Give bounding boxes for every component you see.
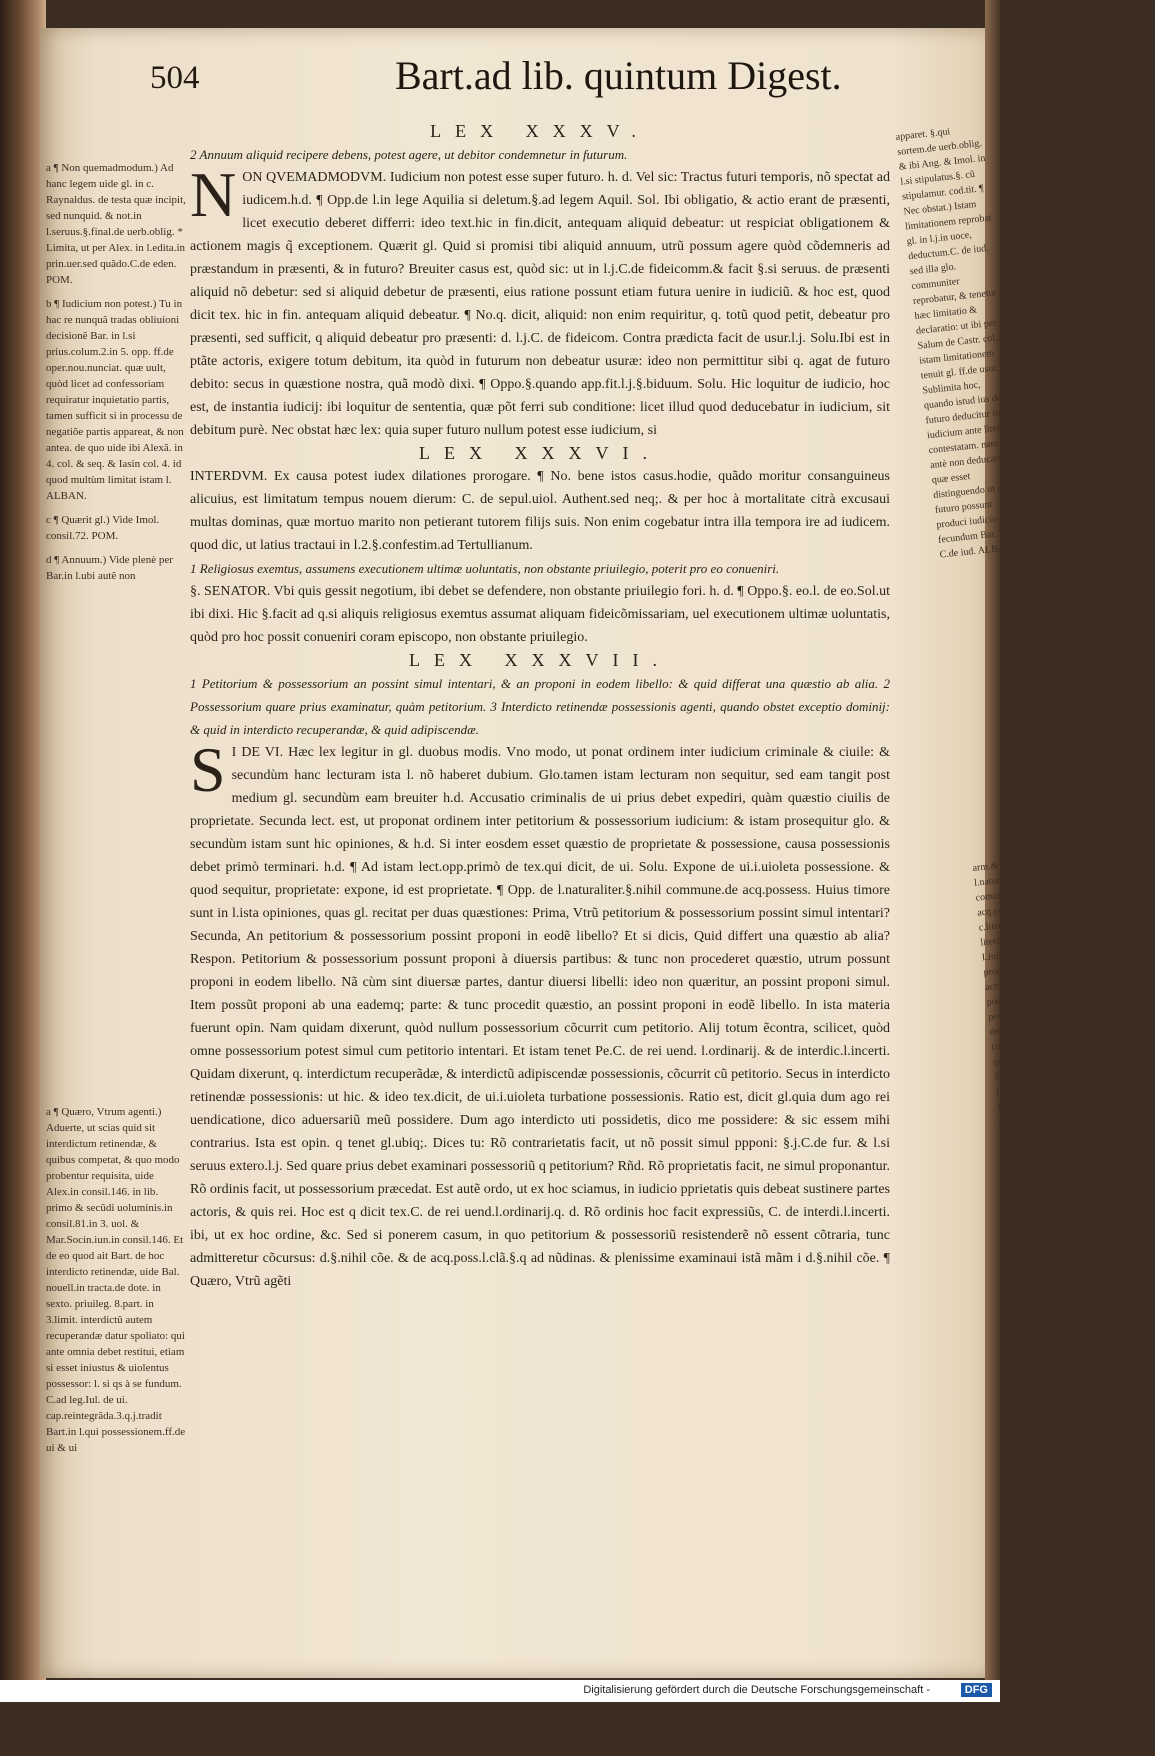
margin-note: apparet. §.qui sortem.de uerb.oblig. & ibi Ang. & Imol. in l.si stipulatus.§. cũ stipulamur. cod.tit. ¶ Nec obstat.) Istam limitationem reprobat gl. in l.j.in uoce, deductum.C. de iud. sed illa glo. communiter reprobatur, & tenetur hæc limitatio & declaratio: ut ibi per Salum de Castr. col.3. istam limitationem tenuit gl. ff.de usur. Sublimita hoc, quando istud ius de futuro deducitur in iudicium ante litem contestatam. nam si antè non deducatur, quæ esset distinguendo ut pro futuro possunt produci iudicio fecundum Bar. in d.l.j. C.de iud. ALBAN. [895,126,1028,561]
lex-35-text [190,159,890,442]
left-margin-notes [46,160,186,1464]
lex-36-heading: LEX XXXVI. [419,443,661,463]
page-number: 504 [150,60,200,96]
margin-note: a ¶ Quæro, Vtrum agenti.) Aduerte, ut scias quid sit interdictum retinendæ, & quibus competat, & quo modo probentur requisita, uide Alex.in consil.146. in lib. primo & secũdi uoluminis.in consil.81.in 3. uol. & Mar.Socin.iun.in consil.146. Et de eo quod ait Bart. de hoc interdicto retinendæ, uide Bal. nouell.in tracta.de dote. in sexto. priuileg. 8.part. in 3.limit. interdictũ autem recuperandæ datur spoliato: qui ante omnia debet restitui, etiam si esset iniustus & uiolentus possessor: l. si qs à se fundum. C.ad leg.Iul. de ui. cap.reintegrãda.3.q.j.tradit Bart.in l.qui possessionem.ff.de ui & ui [46,1106,186,1454]
running-title: Bart.ad lib. quintum Digest. [395,53,842,98]
lex-37-body: I DE VI. Hæc lex legitur in gl. duobus modis. Vno modo, ut ponat ordinem inter iudicium criminale & ciuile: & secundùm hanc lecturam ista l. nõ haberet dubium. Glo.tamen istam lecturam non sequitur, sed eam tangit post medium gl. secundùm eam breuiter h.d. Accusatio criminalis de ui prius debet expediri, quàm quæstio ciuilis de proprietate. Secunda lect. est, ut proponat ordinem inter petitorium & possessorium iudicium: & istam prosequitur glo. & secundùm istam sunt hic opiniones, & h.d. Si inter eosdem esset quæstio de proprietate & possessione, causa possessionis debet primò terminari. h.d. ¶ Ad istam lect.opp.primò de tex.qui dicit, de ui. Solu. Expone de ui.i.uioleta possessione. & quod sequitur, proprietate: expone, id est proprietate. ¶ Opp. de l.naturaliter.§.nihil commune.de acq.possess. Huius timore sunt in l.ista opiniones, quas gl. recitat per duas quæstiones: Prima, Vtrũ petitorium & possessorium possint simul intentari? Secunda, An petitorium & possessorium possint proponi in eodẽ libello? Et si dicis, Quid differt una quæstio ab alia? Respon. Petitorium & possessorium possunt proponi à diuersis partibus: & tunc non procederet quæstio, utrum possunt proponi in eodem libello. Nã cùm sint diuersæ partes, dantur diuersi libelli: ideo non quæritur, an possint proponi simul. Item possũt proponi ab una eademq; parte: & tunc procedit quæstio, an possint proponi in eodẽ libello. In ista materia fuerunt opin. Nam quidam dixerunt, quòd nullum possessorium cõcurrit cum petitorio. Alij totum ẽcontra, scilicet, quòd omne possessorium potest simul cum petitorio intentari. Et istam tenet Pe.C. de rei uend. l.ordinarij. & de interdic.l.incerti. Quidam dixerunt, q. interdictum recuperãdæ, & interdictũ adipiscendæ possessionis, cõcurrit cũ petitorio. Secus in interdicto retinendæ possessionis: ut hic. & ideo tex.dicit, de ui.i.uioleta turbatione possessionis. Ratio est, dicit gl.quia dum ago rei uendicatione, dico aduersariũ meũ possidere. Dum ago interdicto uti possidetis, dico me possidere: & sic essem mihi contrarius. Ista est opin. q tenet gl.ubiq;. Dices tu: Rõ contrarietatis facit, ut nõ possit simul ppponi: §.j.C.de fur. & l.si seruus extero.l.j. Sed quare prius debet examinari possessoriũ q petitorium? Rñd. Rõ proprietatis facit, ne simul proponantur. Rõ ordinis facit, ut possessorium præcedat. Est autẽ ordo, ut ex hoc sciamus, in iudicio pprietatis quis debeat sustinere partes actoris, & quis rei. Hoc est q dicit tex.C. de rei uend.l.ordinarij.q. d. Rõ ordinis hoc facit expressiũs, C. de interdi.l.incerti. ibi, ut ex hoc ordine, &c. Sed si ponerem casum, in quo petitorium & possessoriũ resistenderẽ nõ essent cõtraria, tunc admitteretur cõcursus: d.§.nihil cõe. & de acq.poss.l.clã.§.q ad nũdinas. & plenissime examinaui istã mãm i d.§.nihil cõe. ¶ Quæro, Vtrũ agẽti [190,745,890,1289]
margin-note: c ¶ Quærit gl.) Vide Imol. consil.72. POM. [46,514,160,542]
margin-note: arm.& Dd.in l.naturaliter. §.nihil commune. ff. de acq.poss. & in c.literas. & in c.in literis.de restit.spol. Limita autem procedere, quando actoris agendi possessorio sit petitorio notorij defectu interdicti cuperandæ obstat sibi quam: c. ad decimas. ibi Io.Monac. & Ioã.And.de restit.spol. tradit Soc. in cons.87.col.pen. & fin. in 3.uol. & Fel.in c.j.col.5. terit. de actor. & in c.ad petitionem. eo.tit. quam uide omnino. Item limita, ut nõ procedat, quando restitutio fieri nõ posset sine irrecuperabili præiudicio: nam tunc si probatio dominij esset in promptu, de ipso domino cognoscendum est, & restitutio impeditur, & restitutio ponitur in socii difficultatem, quoniam propter difficultatem recuperandi, non debet fieri restitutio ab eo q. fuit spoliatus. et exemplum uide per Bar. de Cast. in l.j. C. de ediction. Adria. tollen. quem ibi Aegidius. Iaf. & Rimi. nal. qui multa adducit, cit lare de hac re habetur in cons.12. col.13. uersic.sed lia Albert.Brun. Rursus si sequi posse, si ui, scandali fa exceptione dissi possideat, secundum quod de dominio cognoscendi est, & omisso iudicio recuperandæ: ut not.dixit Anto. de Butr. [972,857,1146,1755]
digitization-footer [0,1680,1000,1702]
margin-note: a ¶ Non quemadmodum.) Ad hanc legem uide gl. in c. Raynaldus. de testa quæ incipit, sed nunquid. & not.in l.seruus.§.final.de uerb.oblig. * Limita, ut per Alex. in l.edita.in prin.uer.sed quãdo.C.de eden. POM. [46,162,186,286]
senator-paragraph: §. SENATOR. Vbi quis gessit negotium, ibi debet se defendere, non obstante priuilegio fori. h. d. ¶ Oppo.§. eo.l. de eo.Sol.ut ibi dixi. Hic §.facit ad q.si aliquis religiosus exemtus assumat aliquam fideicõmissariam, uel executionem ultimæ uoluntatis, quòd pro hoc possit conueniri coram episcopo, non obstante priuilegio. [190,584,890,645]
margin-note: d ¶ Annuum.) Vide plenè per Bar.in l.ubi autẽ non [46,554,173,582]
main-text-column [190,120,890,1293]
dfg-logo: DFG [961,1683,992,1697]
lex-36-text: INTERDVM. Ex causa potest iudex dilationes prorogare. ¶ No. bene istos casus.hodie, quãdo moritur consanguineus alicuius, est limitatum tempus nouem dierum: C. de sepul.uiol. Authent.sed neq;. & per hoc à mortalitate citrà excusaui multas dominas, quæ mortuo marito non petierant tutorem filijs suis. Non enim cogebatur intra illa tempora ire ad iudicem. quod dic, ut latius tractaui in l.2.§.confestim.ad Tertullianum. [190,469,890,553]
drop-cap-s: S [190,734,226,805]
lex-35-body: ON QVEMADMODVM. Iudicium non potest esse super futuro. h. d. Vel sic: Tractus futuri temporis, nõ spectat ad iudicem.h.d. ¶ Opp.de l.in lege Aquilia si deletum.§.ad legem Aquil. Sol. Ibi obligatio, & actio erant de præsenti, licet executio deberet differri: ideo text.hic in fin.dicit, antequam aliquid debeatur: ut respiciat obligationem & actionem magis q̃ exceptionem. Quærit gl. Quid si promisi tibi aliquid annuum, utrũ possum agere quòd cõdemneris ad præstandum in præsenti, & in futuro? Breuiter casus est, quòd sic: ut in l.j.C.de fideicomm.& facit §.si seruus. de præsenti aliquid nõ debetur: sed si aliquid debetur de præsenti, eius ratione possunt etiam futura uenire in iudiciũ. & hoc est, quod dicit tex. hic in fin. antequam aliquid debeatur. ¶ No.q. dicit, aliquid: non enim requiritur, q. totũ quod petit, debeatur pro præsenti, sed sufficit, q aliquid debeatur pro præsenti: d. l.j.C. de fideicom. Contra prædicta facit de usur.l.j. Solu.Ibi est in ptãte actoris, exigere totum debitum, ita quòd in futurum non debeatur usuræ: ideo non permittitur sibi q. agat de futuro debito: secus in quæstione nostra, quã modò dixi. ¶ Oppo.§.quando app.fit.l.j.§.biduum. Solu. Hic loquitur de iudicio, hoc est, de instantia iudicij: ibi loquitur de sententia, quæ põt ferri sub conditione: licet illud quod deducebatur in iudicium, sit debitum purè. Nec obstat hæc lex: quia super futuro nullum potest esse iudicium, si [190,170,890,438]
margin-note: b ¶ Iudicium non potest.) Tu in hac re nunquã tradas obliuioni decisionẽ Bar. in l.si prius.colum.2.in 5. opp. ff.de oper.nou.nunciat. quæ uult, quòd licet ad confessoriam requiratur inquietatio partis, tamen sufficit si in processu de negatiõe partis appareat, & non antea. de quo uide ibi Alexã. in 4. col. & seq. & Iasin col. 4. id quod multùm limitat istam l. ALBAN. [46,298,184,502]
lex-36-summary: 1 Religiosus exemtus, assumens executionem ultimæ uoluntatis, non obstante priuilegio, poterit pro eo conueniri. [190,561,780,576]
lex-35-heading: LEX XXXV. [430,121,650,141]
lex-37-summary: 1 Petitorium & possessorium an possint simul intentari, & an proponi in eodem libello: & quid differat una quæstio ab alia. 2 Possessorium quare prius examinatur, quàm petitorium. 3 Interdicto retinendæ possessionis agenti, quando obstet exceptio dominij: & quid in interdicto recuperandæ, & quid adipiscendæ. [190,676,890,737]
drop-cap-n: N [190,159,237,230]
lex-37-text [190,734,890,1293]
funding-notice: Digitalisierung gefördert durch die Deutsche Forschungsgemeinschaft - [583,1684,930,1696]
lex-35-summary: 2 Annuum aliquid recipere debens, potest agere, ut debitor condemnetur in futurum. [190,147,628,162]
lex-37-heading: LEX XXXVII. [409,650,671,670]
